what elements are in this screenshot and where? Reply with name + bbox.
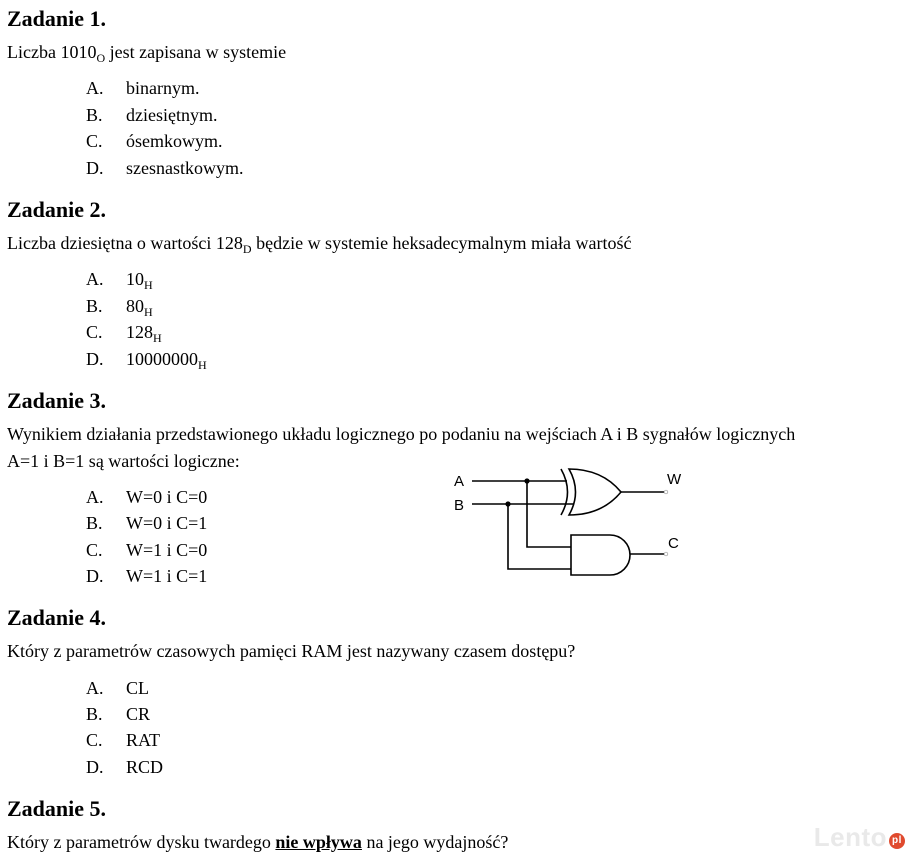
task-1-option-a: A. binarnym. xyxy=(86,78,200,98)
task-3-option-b: B. W=0 i C=1 xyxy=(86,513,208,533)
task-3-option-d: D. W=1 i C=1 xyxy=(86,566,208,586)
task-2-title: Zadanie 2. xyxy=(7,197,107,222)
task-2-question: Liczba dziesiętna o wartości $128_D$ będzie w systemie heksadecymalnym miała wartość xyxy=(7,233,632,256)
task-4-option-a: A. CL xyxy=(86,678,150,698)
task-4-question: Który z parametrów czasowych pamięci RAM jest nazywany czasem dostępu? xyxy=(7,641,576,661)
output-c-label: C xyxy=(668,535,679,552)
input-a-label: A xyxy=(454,473,465,490)
output-c-terminal xyxy=(664,552,668,556)
lento-watermark: Lento pl xyxy=(814,822,905,853)
task-5-title: Zadanie 5. xyxy=(7,796,107,821)
input-b-label: B xyxy=(454,497,465,514)
output-w-label: W xyxy=(667,471,682,488)
task-2-option-d: D. $10000000_H$ xyxy=(86,349,207,372)
task-3-option-c: C. W=1 i C=0 xyxy=(86,540,208,560)
task-3-option-a: A. W=0 i C=0 xyxy=(86,487,208,507)
task-1-question: Liczba $1010_O$ jest zapisana w systemie xyxy=(7,42,287,65)
task-3-question-line-1: Wynikiem działania przedstawionego układu logicznego po podaniu na wejściach A i B sygnałów logicznych xyxy=(7,424,796,444)
wire-a-to-and xyxy=(527,481,571,547)
logic-circuit-diagram xyxy=(440,460,700,585)
output-w-terminal xyxy=(664,490,668,494)
task-3-title: Zadanie 3. xyxy=(7,388,107,413)
task-4-title: Zadanie 4. xyxy=(7,605,107,630)
task-5-emphasis: nie wpływa xyxy=(275,832,362,852)
xor-gate-body xyxy=(569,469,621,515)
task-2-option-b: B. $80_H$ xyxy=(86,296,153,319)
task-2-option-a: A. $10_H$ xyxy=(86,269,153,292)
task-1-option-c: C. ósemkowym. xyxy=(86,131,223,151)
lento-badge-icon: pl xyxy=(889,833,905,849)
task-2-option-c: C. $128_H$ xyxy=(86,322,162,345)
task-1-option-b: B. dziesiętnym. xyxy=(86,105,218,125)
and-gate-body xyxy=(571,535,630,575)
task-3-question-line-2: A=1 i B=1 są wartości logiczne: xyxy=(7,451,240,471)
xor-gate-back-arc xyxy=(561,469,568,515)
task-4-option-c: C. RAT xyxy=(86,730,161,750)
task-5-question: Który z parametrów dysku twardego nie wpływa na jego wydajność? xyxy=(7,832,509,852)
task-1-option-d: D. szesnastkowym. xyxy=(86,158,244,178)
task-1-title: Zadanie 1. xyxy=(7,6,107,31)
junction-dot-a xyxy=(524,478,529,483)
task-4-option-b: B. CR xyxy=(86,704,151,724)
junction-dot-b xyxy=(505,501,510,506)
task-4-option-d: D. RCD xyxy=(86,757,164,777)
